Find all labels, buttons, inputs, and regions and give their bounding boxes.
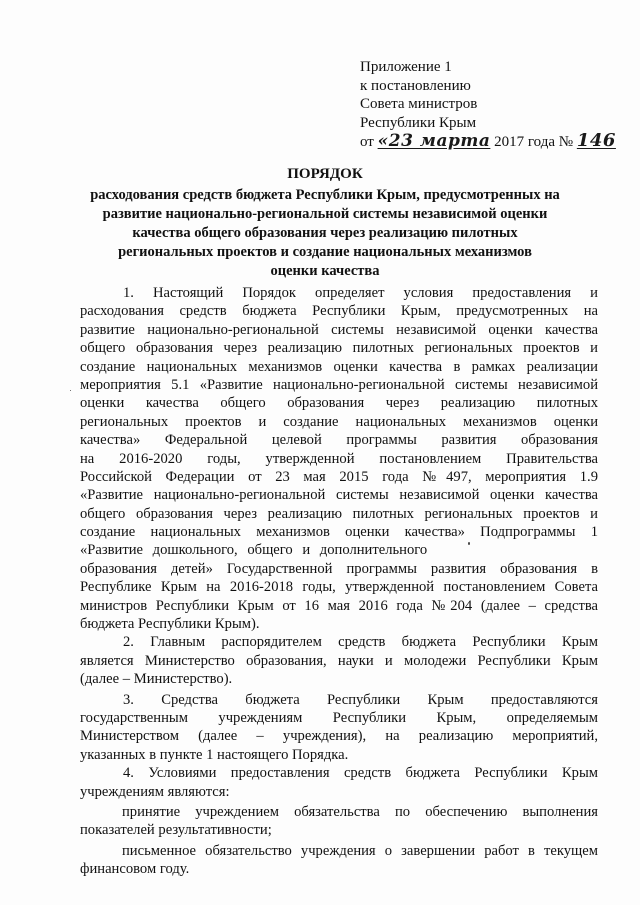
- date-year: 2017 года №: [494, 134, 574, 150]
- appendix-line: к постановлению: [360, 77, 471, 94]
- paragraph-1-line: качества» Федеральной целевой программы развития образования: [80, 432, 598, 449]
- handwritten-number: 146: [576, 130, 616, 151]
- paragraph-1-line: 1. Настоящий Порядок определяет условия предоставления и: [123, 285, 598, 301]
- paragraph-4-line: учреждениям являются:: [80, 783, 230, 800]
- paragraph-3-line: государственным учреждениям Республики Крым, определяемым: [80, 709, 598, 726]
- paragraph-1-line: расходования средств бюджета Республики Крым, предусмотренных на: [80, 303, 598, 320]
- document-body: [80, 284, 598, 879]
- paragraph-5-line: показателей результативности;: [80, 822, 272, 839]
- appendix-header: [360, 58, 616, 152]
- paragraph-6-line: финансовом году.: [80, 861, 190, 878]
- paragraph-6-line: письменное обязательство учреждения о завершении работ в текущем: [122, 842, 598, 859]
- date-line: [360, 132, 616, 152]
- paragraph-1-line: «Развитие дошкольного, общего и дополнительного: [80, 542, 428, 559]
- date-prefix: от: [360, 134, 374, 150]
- title-line: расходования средств бюджета Республики Крым, предусмотренных на: [90, 187, 560, 203]
- paragraph-1-line: мероприятия 5.1 «Развитие национально-региональной системы независимой: [80, 376, 598, 393]
- paragraph-2-line: (далее – Министерство).: [80, 671, 233, 688]
- paragraph-1-line: «Развитие национально-региональной системы независимой оценки качества: [80, 487, 598, 504]
- paragraph-5-line: принятие учреждением обязательства по обеспечению выполнения: [122, 803, 598, 820]
- paragraph-1-line: развитие национально-региональной системы независимой оценки качества: [80, 321, 598, 338]
- document-title: [70, 165, 580, 281]
- title-line: региональных проектов и создание национальных механизмов: [118, 244, 532, 260]
- paragraph-1-line: создание национальных механизмов оценки качества» Подпрограммы 1: [80, 524, 598, 541]
- appendix-line: Приложение 1: [360, 59, 452, 75]
- paragraph-3-line: 3. Средства бюджета Республики Крым предоставляются: [123, 691, 598, 708]
- title-line: оценки качества: [270, 263, 380, 279]
- title-line: развитие национально-региональной системы независимой оценки: [102, 206, 548, 222]
- handwritten-date: «23 марта: [377, 131, 491, 151]
- scan-speck: [70, 390, 71, 391]
- appendix-line: Совета министров: [360, 96, 478, 112]
- title-line: качества общего образования через реализацию пилотных: [132, 225, 518, 241]
- paragraph-3-line: Министерством (далее – учреждения), на реализацию мероприятий,: [80, 728, 598, 745]
- scan-speck: [468, 542, 470, 545]
- paragraph-2-line: 2. Главным распорядителем средств бюджета Республики Крым: [123, 634, 598, 651]
- title-main: ПОРЯДОК: [287, 166, 363, 182]
- paragraph-1-line: общего образования через реализацию пилотных региональных проектов и: [80, 340, 598, 357]
- appendix-line: Республики Крым: [360, 114, 477, 131]
- paragraph-1-line: региональных проектов и создание национальных механизмов оценки: [80, 413, 598, 430]
- paragraph-1-line: на 2016-2020 годы, утвержденной постановлением Правительства: [80, 450, 598, 467]
- paragraph-1-line: министров Республики Крым от 16 мая 2016 года №204 (далее – средства: [80, 597, 598, 614]
- paragraph-1-line: бюджета Республики Крым).: [80, 616, 260, 633]
- paragraph-1-line: образования детей» Государственной программы развития образования в: [80, 560, 598, 577]
- paragraph-2-line: является Министерство образования, науки и молодежи Республики Крым: [80, 652, 598, 669]
- paragraph-1-line: оценки качества общего образования через реализацию пилотных: [80, 395, 598, 412]
- paragraph-1-line: Российской Федерации от 23 мая 2015 года №497, мероприятия 1.9: [80, 468, 598, 485]
- paragraph-1-line: общего образования через реализацию пилотных региональных проектов и: [80, 505, 598, 522]
- paragraph-1-line: Республике Крым на 2016-2018 годы, утвержденной постановлением Совета: [80, 579, 598, 596]
- paragraph-3-line: указанных в пункте 1 настоящего Порядка.: [80, 746, 349, 763]
- paragraph-1-line: создание национальных механизмов оценки качества в рамках реализации: [80, 358, 598, 375]
- paragraph-4-line: 4. Условиями предоставления средств бюджета Республики Крым: [123, 765, 598, 782]
